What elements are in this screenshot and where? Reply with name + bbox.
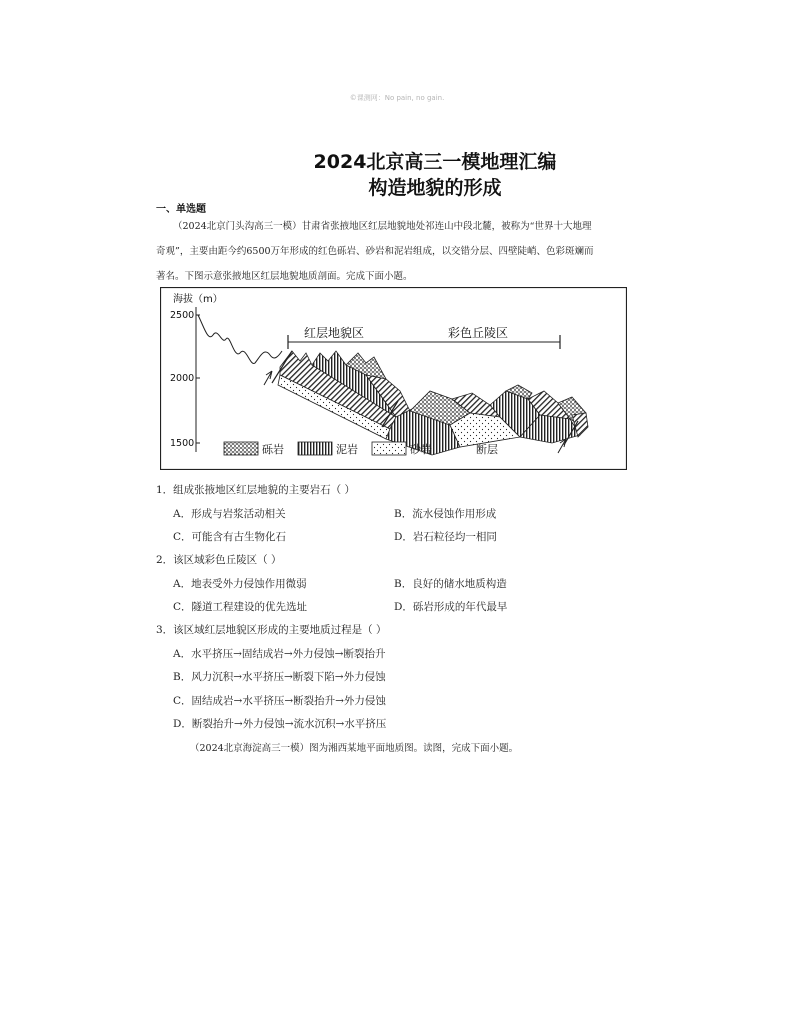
question-3-stem: 3．该区域红层地貌区形成的主要地质过程是（ ）: [156, 624, 387, 636]
question-1-option-b[interactable]: B．流水侵蚀作用形成: [394, 508, 497, 520]
legend-label-sandstone: 砂岩: [410, 443, 432, 456]
region-label-colorful-hills: 彩色丘陵区: [448, 326, 509, 340]
region-label-red-beds: 红层地貌区: [304, 326, 365, 340]
legend-label-conglomerate: 砾岩: [262, 443, 284, 456]
legend-label-mudstone: 泥岩: [336, 443, 358, 456]
question-2-option-c[interactable]: C．隧道工程建设的优先选址: [173, 601, 308, 613]
question-1-option-d[interactable]: D．岩石粒径均一相同: [394, 531, 497, 543]
y-tick-label: 2500: [170, 310, 195, 321]
y-tick-label: 1500: [170, 438, 195, 449]
question-1-option-a[interactable]: A．形成与岩浆活动相关: [173, 508, 286, 520]
page-subtitle: 构造地貌的形成: [368, 177, 502, 199]
legend-swatch-conglomerate: [224, 442, 258, 455]
watermark: ©课测网：No pain, no gain.: [349, 94, 445, 102]
geologic-profile-figure: [160, 287, 627, 470]
section-heading: 一、单选题: [156, 204, 206, 215]
next-question-intro: （2024北京海淀高三一模）图为湘西某地平面地质图。读图，完成下面小题。: [190, 743, 519, 754]
intro-paragraph: [156, 214, 613, 289]
legend-swatch-sandstone: [372, 442, 406, 455]
question-2-option-a[interactable]: A．地表受外力侵蚀作用微弱: [173, 578, 307, 590]
question-3-option-d[interactable]: D．断裂抬升→外力侵蚀→流水沉积→水平挤压: [173, 718, 387, 730]
question-3-option-a[interactable]: A．水平挤压→固结成岩→外力侵蚀→断裂抬升: [173, 648, 386, 660]
question-2-option-b[interactable]: B．良好的储水地质构造: [394, 578, 507, 590]
question-1-stem: 1．组成张掖地区红层地貌的主要岩石（ ）: [156, 484, 356, 496]
y-tick-label: 2000: [170, 373, 195, 384]
legend-label-fault: 断层: [476, 443, 498, 456]
question-3-option-c[interactable]: C．固结成岩→水平挤压→断裂抬升→外力侵蚀: [173, 695, 386, 707]
intro-line: 著名。下图示意张掖地区红层地貌地质剖面。完成下面小题。: [156, 271, 413, 282]
question-2-stem: 2．该区域彩色丘陵区（ ）: [156, 554, 282, 566]
y-axis-label: 海拔（m）: [173, 294, 223, 305]
intro-line: （2024北京门头沟高三一模）甘肃省张掖地区红层地貌地处祁连山中段北麓，被称为“世界十大地理: [173, 221, 592, 232]
legend-swatch-mudstone: [298, 442, 332, 455]
question-2-option-d[interactable]: D．砾岩形成的年代最早: [394, 601, 508, 613]
question-3-option-b[interactable]: B．风力沉积→水平挤压→断裂下陷→外力侵蚀: [173, 671, 386, 683]
page-title: 2024北京高三一模地理汇编: [313, 151, 557, 173]
question-1-option-c[interactable]: C．可能含有古生物化石: [173, 531, 287, 543]
intro-line: 奇观”，主要由距今约6500万年形成的红色砾岩、砂岩和泥岩组成，以交错分层、四壁陡峭、色彩斑斓而: [156, 246, 594, 257]
